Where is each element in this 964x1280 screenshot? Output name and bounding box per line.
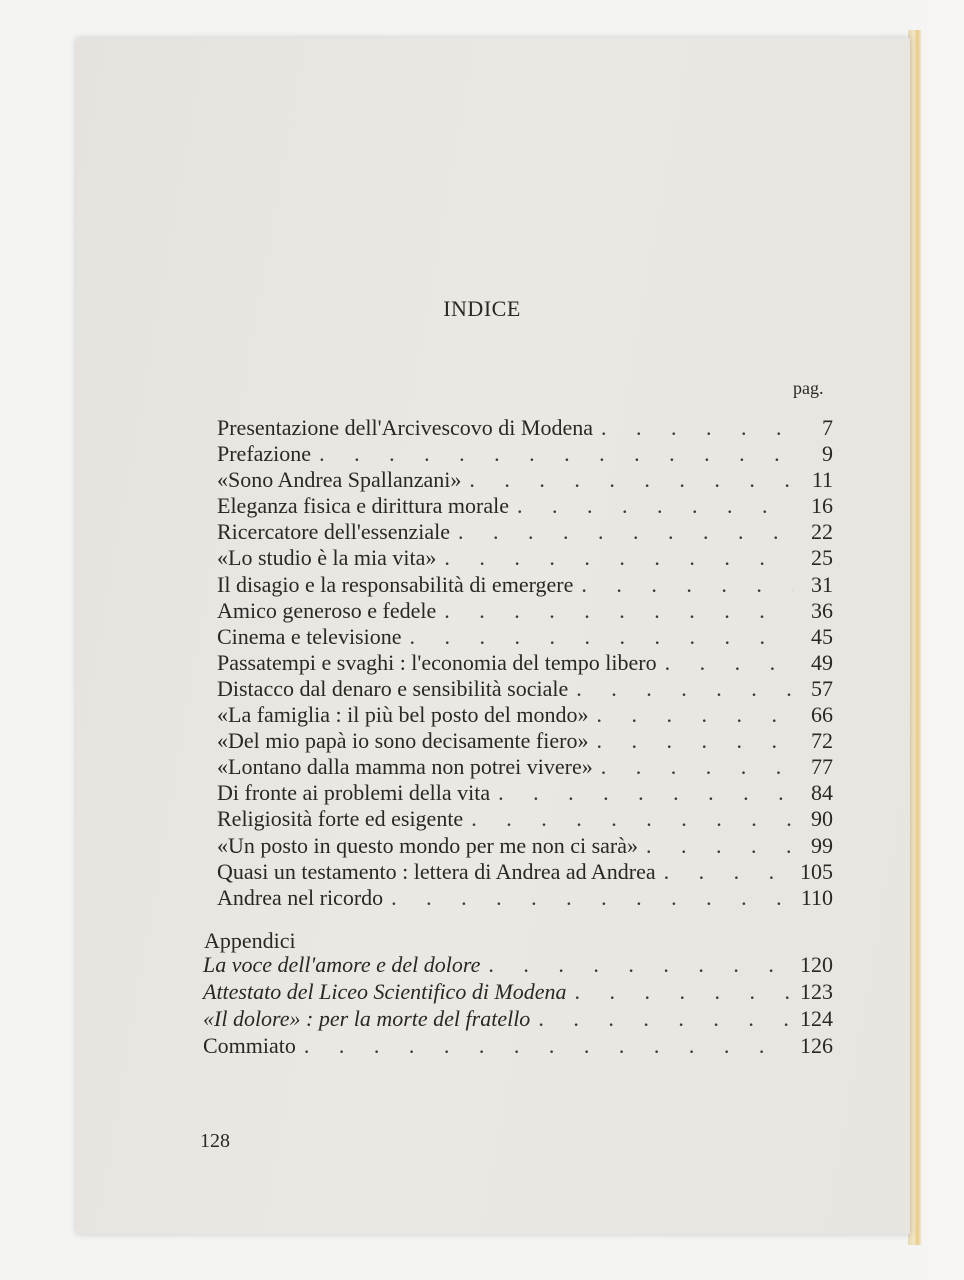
leader-dots [383,885,793,911]
entry-page: 57 [811,675,833,701]
entry-page: 110 [800,884,833,910]
entry-page: 124 [800,1006,833,1031]
leader-dots [311,441,793,467]
entry-title: «Il dolore» : per la morte del fratello [203,1006,531,1031]
entry-title: Passatempi e svaghi : l'economia del tempo libero [217,649,657,675]
leader-dots [509,493,793,519]
entry-page: 49 [811,649,833,675]
entry-title: Amico generoso e fedele [217,597,437,623]
entry-page: 84 [811,780,833,806]
entry-page: 16 [811,493,833,519]
entry-page: 120 [800,952,833,977]
leader-dots [568,676,793,702]
toc-entry [217,441,833,467]
toc-entry [217,650,833,676]
leader-dots [463,806,793,832]
entry-page: 22 [811,519,833,545]
entry-title: Cinema e televisione [217,623,402,649]
toc-entry [217,598,833,624]
appendix-heading: Appendici [204,928,296,953]
entry-page: 11 [811,467,833,493]
leader-dots [589,702,794,728]
leader-dots [480,952,793,978]
toc-entry [203,952,833,979]
toc-entry [217,493,833,519]
entry-page: 90 [811,806,833,832]
entry-page: 99 [811,832,833,858]
page-edge [908,30,922,1245]
entry-page: 9 [822,441,833,467]
leader-dots [436,598,793,624]
toc-entry [217,833,833,859]
entry-title: Andrea nel ricordo [217,884,384,910]
leader-dots [657,650,793,676]
entry-page: 105 [800,858,833,884]
entry-title: Il disagio e la responsabilità di emergere [217,571,574,597]
toc-entry [217,519,833,545]
leader-dots [593,754,793,780]
leader-dots [588,728,793,754]
entry-page: 66 [811,702,833,728]
page-column-header: pag. [793,378,824,398]
toc-entry [217,806,833,832]
toc-entry [203,1033,833,1060]
leader-dots [656,859,793,885]
entry-page: 77 [811,754,833,780]
page-number: 128 [200,1130,230,1152]
toc-entry [203,979,833,1006]
entry-title: Prefazione [217,441,312,467]
entry-title: «Lontano dalla mamma non potrei vivere» [217,754,593,780]
toc-entry [203,1006,833,1033]
entry-title: Attestato del Liceo Scientifico di Modena [203,979,567,1004]
entry-title: Presentazione dell'Arcivescovo di Modena [217,415,594,440]
entry-title: Commiato [203,1033,296,1058]
toc-entry [217,885,833,911]
entry-title: Religiosità forte ed esigente [217,806,464,832]
entry-title: Quasi un testamento : lettera di Andrea ad Andrea [217,858,656,884]
entry-title: Eleganza fisica e dirittura morale [217,493,509,519]
entry-title: «Un posto in questo mondo per me non ci sarà» [217,832,638,858]
entry-page: 123 [800,979,833,1004]
toc-entry [217,624,833,650]
toc-entry [217,676,833,702]
appendix-list [203,952,833,1060]
toc-entry [217,467,833,493]
leader-dots [450,519,793,545]
toc-entry [217,780,833,806]
entry-page: 45 [811,623,833,649]
leader-dots [530,1006,793,1032]
toc-entry [217,702,833,728]
leader-dots [567,979,793,1005]
leader-dots [436,545,793,571]
entry-title: «Del mio papà io sono decisamente fiero» [217,728,589,754]
toc-entry [217,754,833,780]
page-title: INDICE [443,296,521,321]
entry-title: Distacco dal denaro e sensibilità sociale [217,675,569,701]
entry-title: «La famiglia : il più bel posto del mondo» [217,702,589,728]
entry-page: 36 [811,597,833,623]
leader-dots [638,833,793,859]
entry-page: 31 [811,571,833,597]
leader-dots [490,780,793,806]
entry-page: 72 [811,728,833,754]
entry-page: 7 [822,415,833,440]
entry-page: 25 [811,545,833,571]
entry-title: Di fronte ai problemi della vita [217,780,491,806]
entry-title: «Lo studio è la mia vita» [217,545,437,571]
leader-dots [296,1033,793,1059]
table-of-contents [217,415,833,911]
toc-entry [217,545,833,571]
leader-dots [461,467,793,493]
leader-dots [573,572,793,598]
leader-dots [402,624,794,650]
entry-page: 126 [800,1033,833,1058]
toc-entry [217,728,833,754]
toc-entry [217,572,833,598]
entry-title: Ricercatore dell'essenziale [217,519,450,545]
leader-dots [593,415,793,441]
facing-page [922,0,964,1280]
toc-entry [217,415,833,441]
toc-entry [217,859,833,885]
entry-title: La voce dell'amore e del dolore [203,952,481,977]
entry-title: «Sono Andrea Spallanzani» [217,467,462,493]
